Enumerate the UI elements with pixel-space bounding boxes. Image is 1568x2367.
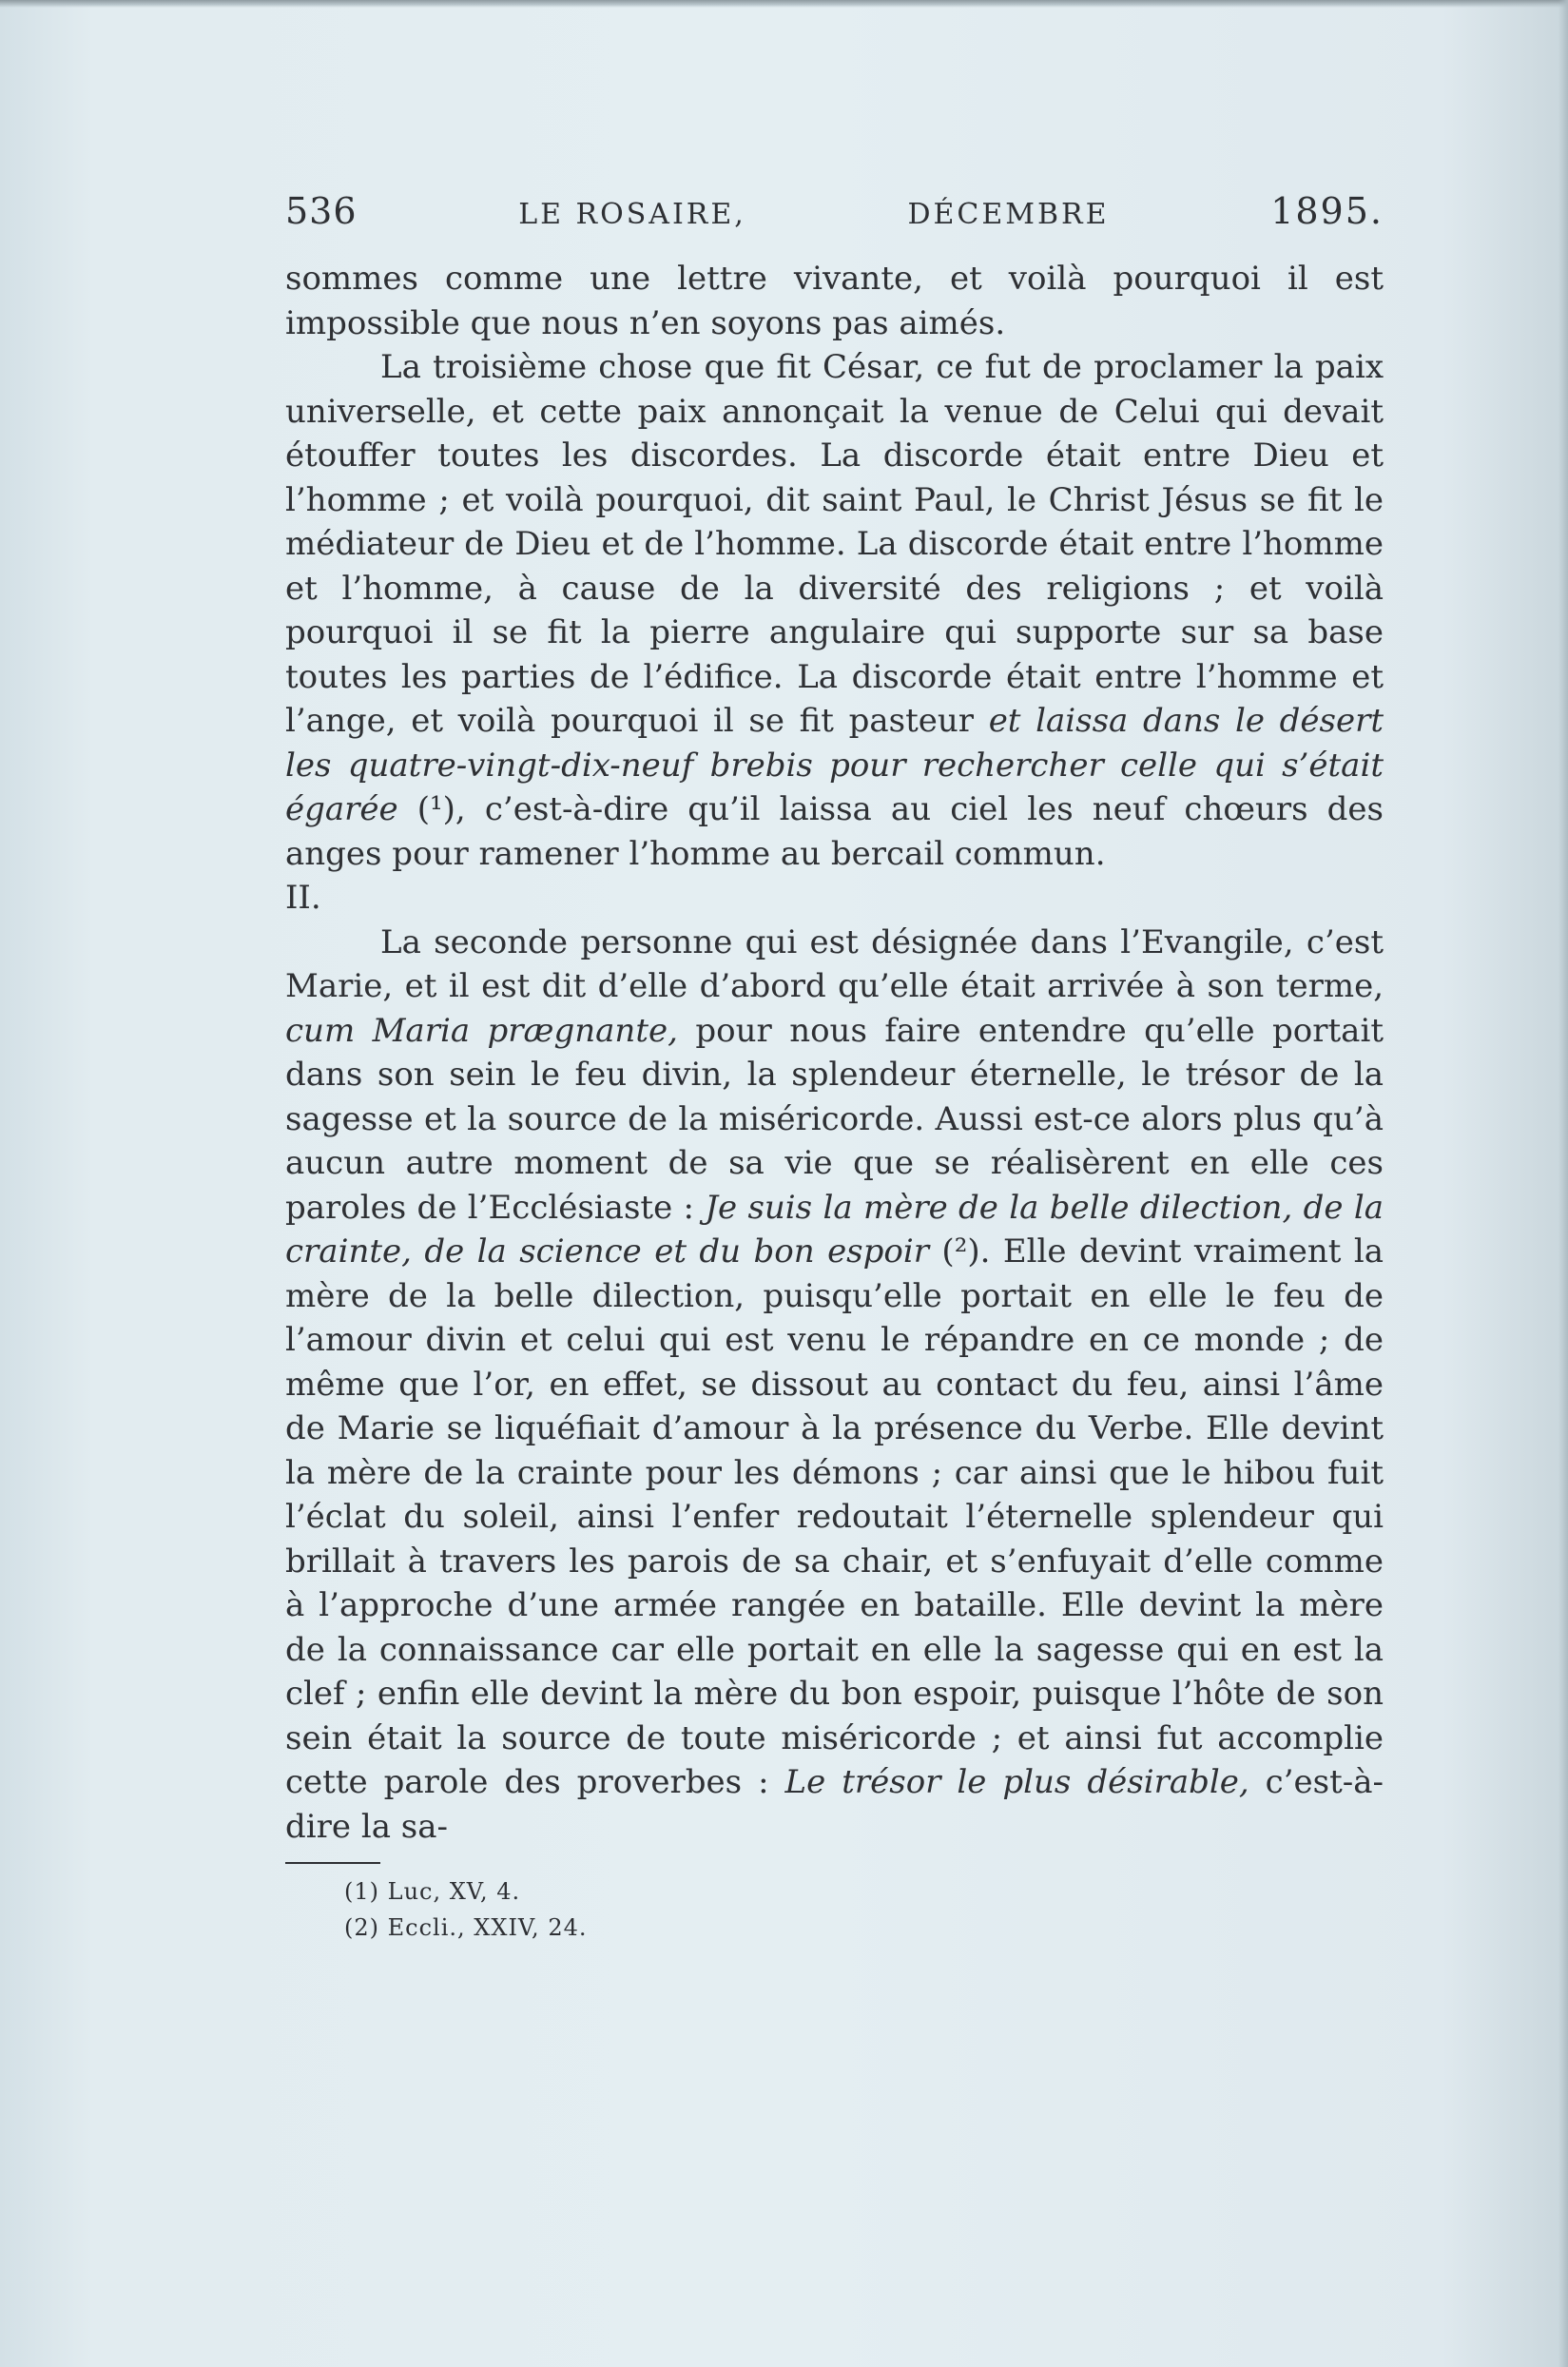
paragraph-text: La troisième chose que fit César, ce fut de proclamer la paix universelle, et cette paix annonçait la venue de Celui qui devait étouffer toutes les discordes. La discorde était entre Dieu et l’homme ; et voilà pourquoi, dit saint Paul, le Christ Jésus se fit le médiateur de Dieu et de l’homme. La discorde était entre l’homme et l’homme, à cause de la diversité des religions ; et voilà pourquoi il se fit la pierre angulaire qui supporte sur sa base toutes les parties de l’édifice. La discorde était entre l’homme et l’ange, et voilà pourquoi il se fit pasteur xyxy=(285,348,1384,740)
paragraph-text: Elle devint vraiment la mère de la belle dilection, puisqu’elle portait en elle le feu de l’amour divin et celui qui est venu le répandre en ce monde ; de même que l’or, en effet, se dissout au contact du feu, ainsi l’âme de Marie se liquéfiait d’amour à la présence du Verbe. Elle devint la mère de la crainte pour les démons ; car ainsi que le hibou fuit l’éclat du soleil, ainsi l’enfer redoutait l’éternelle splendeur qui brillait à travers les parois de sa chair, et s’enfuyait d’elle comme à l’approche d’une armée rangée en bataille. Elle devint la mère de la connaissance car elle portait en elle la sagesse qui en est la clef ; enfin elle devint la mère du bon espoir, puisque l’hôte de son sein était la source de toute miséricorde ; et ainsi fut accomplie cette parole des proverbes : xyxy=(285,1232,1384,1801)
footnote-reference-1: (¹), xyxy=(397,790,485,828)
italic-latin-phrase: cum Maria prægnante, xyxy=(285,1011,678,1050)
page-right-edge xyxy=(1558,0,1568,2367)
body-text xyxy=(285,257,1384,1849)
footnotes xyxy=(285,1873,1384,1946)
issue-year: 1895. xyxy=(1270,190,1384,232)
paragraph-text: c’est-à-dire qu’il laissa au ciel les neuf chœurs des anges pour ramener l’homme au bercail commun. xyxy=(285,790,1384,873)
page-number: 536 xyxy=(285,190,358,232)
section-heading: II. xyxy=(285,879,321,917)
paragraph-text: pour nous faire entendre qu’elle portait dans son sein le feu divin, la splendeur éternelle, le trésor de la sagesse et la source de la miséricorde. Aussi est-ce alors plus qu’à aucun autre moment de sa vie que se réalisèrent en elle ces paroles de l’Ecclésiaste : xyxy=(285,1011,1384,1227)
running-head xyxy=(285,190,1384,243)
italic-quotation: Je suis la mère de la belle dilection, de la crainte, de la science et du bon espoir xyxy=(285,1188,1384,1271)
page-top-edge xyxy=(0,0,1568,8)
journal-title: LE ROSAIRE, xyxy=(518,198,746,231)
paragraph-text: c’est-à-dire la sa- xyxy=(285,1763,1384,1846)
footnote-1: (1) Luc, XV, 4. xyxy=(344,1878,521,1905)
paragraph-text: La seconde personne qui est désignée dans l’Evangile, c’est Marie, et il est dit d’elle d’abord qu’elle était arrivée à son terme, xyxy=(285,922,1384,1005)
italic-quotation: Le trésor le plus désirable, xyxy=(784,1763,1249,1801)
text-block xyxy=(285,190,1384,1946)
paragraph-marie xyxy=(285,921,1384,1850)
paragraph-caesar-peace xyxy=(285,345,1384,876)
footnote-divider xyxy=(285,1862,380,1864)
paragraph-continuation: sommes comme une lettre vivante, et voilà pourquoi il est impossible que nous n’en soyons pas aimés. xyxy=(285,260,1384,342)
footnote-2: (2) Eccli., XXIV, 24. xyxy=(344,1914,588,1941)
italic-quotation: et laissa dans le désert les quatre-vingt-dix-neuf brebis pour rechercher celle qui s’était égarée xyxy=(285,702,1384,828)
footnote-reference-2: (²). xyxy=(929,1232,1003,1271)
issue-month: DÉCEMBRE xyxy=(907,198,1110,231)
